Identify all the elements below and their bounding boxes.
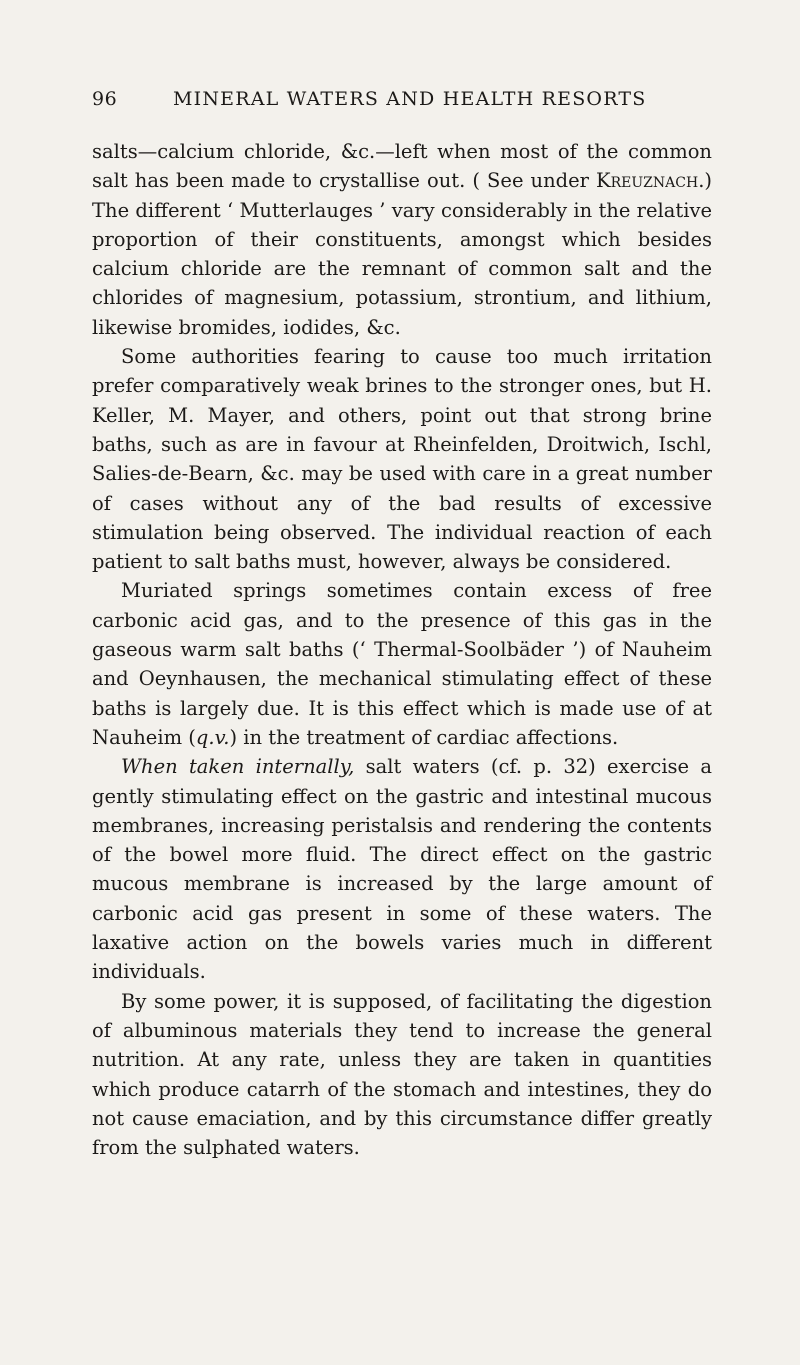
paragraph-4-italic-lead: When taken internally, <box>121 755 355 779</box>
running-head <box>92 88 712 118</box>
paragraph-3 <box>92 576 712 752</box>
paragraph-4-text: salt waters (cf. p. 32) exercise a gently stimulating effect on the gastric and intestinal mucous membranes, increasing peristalsis and rendering the contents of the bowel more fluid. The direct effect on the gastric mucous membrane is increased by the large amount of carbonic acid gas present in some of these waters. The laxative action on the bowels varies much in different individuals. <box>92 755 712 984</box>
qv-reference: q.v. <box>195 725 230 749</box>
body-text <box>92 137 712 1162</box>
running-title: MINERAL WATERS AND HEALTH RESORTS <box>173 88 647 110</box>
paragraph-2: Some authorities fearing to cause too much irritation prefer comparatively weak brines to the stronger ones, but H. Keller, M. Mayer, and others, point out that strong brine baths, such as are in favour at Rheinfelden, Droitwich, Ischl, Salies-de-Bearn, &c. may be used with care in a great number of cases without any of the bad results of excessive stimulation being observed. The individual reaction of each patient to salt baths must, however, always be considered. <box>92 345 712 574</box>
paragraph-3-text-a: Muriated springs sometimes contain excess of free carbonic acid gas, and to the presence of this gas in the gaseous warm salt baths (‘ Thermal-Soolbäder ’) of Nauheim and Oeynhausen, the mechanical stimulating effect of these baths is largely due. It is this effect which is made use of at Nauheim ( <box>92 579 712 749</box>
kreuznach-reference: Kreuznach <box>596 169 699 193</box>
paragraph-1 <box>92 137 712 342</box>
paragraph-1-text-b: .) The different ‘ Mutterlauges ’ vary considerably in the relative proportion of their constituents, amongst which besides calcium chloride are the remnant of common salt and the chlorides of magnesium, potassium, strontium, and lithium, likewise bromides, iodides, &c. <box>92 169 712 339</box>
page-number: 96 <box>92 88 118 110</box>
paragraph-1-text-a: salts—calcium chloride, &c.—left when most of the common salt has been made to crystallise out. ( See under <box>92 140 712 193</box>
paragraph-3-text-b: ) in the treatment of cardiac affections. <box>229 725 619 749</box>
paragraph-4 <box>92 752 712 986</box>
paragraph-5: By some power, it is supposed, of facilitating the digestion of albuminous materials they tend to increase the general nutrition. At any rate, unless they are taken in quantities which produce catarrh of the stomach and intestines, they do not cause emaciation, and by this circumstance differ greatly from the sulphated waters. <box>92 989 712 1160</box>
